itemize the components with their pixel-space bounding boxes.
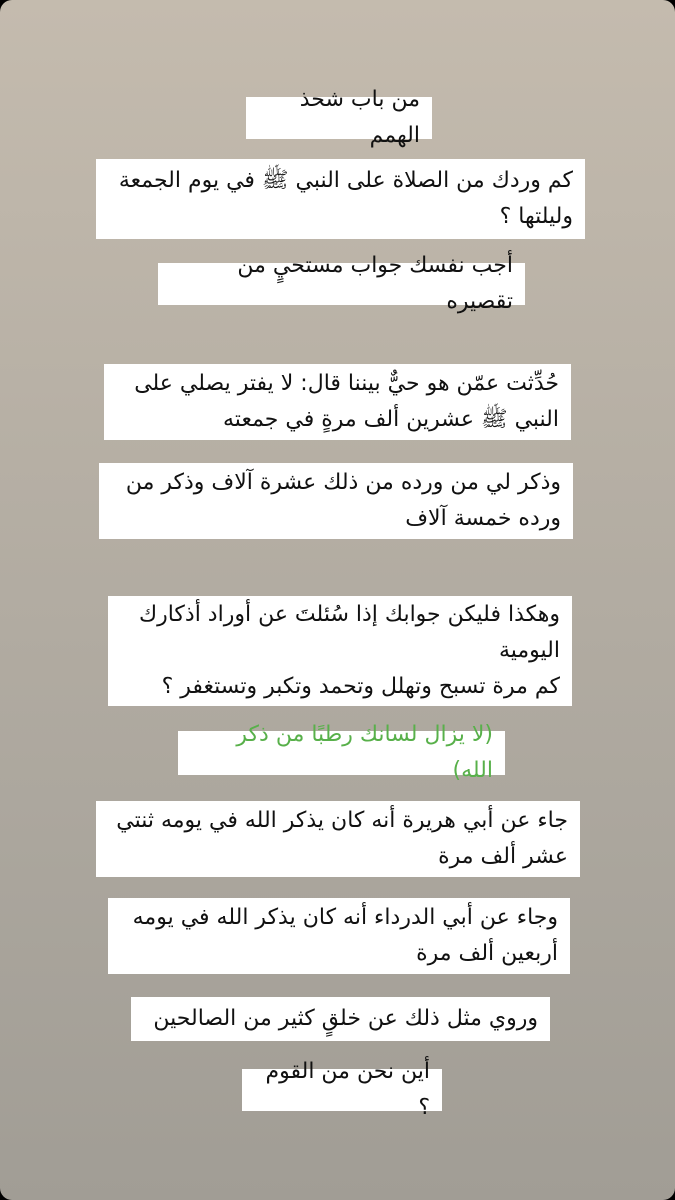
card-line: وليلتها ؟ <box>499 204 573 229</box>
card-line: وجاء عن أبي الدرداء أنه كان يذكر الله في يومه <box>132 905 558 930</box>
text-card-abu-hurayra <box>96 801 580 877</box>
card-line: عشر ألف مرة <box>438 844 568 869</box>
card-line: اليومية <box>498 638 560 663</box>
card-line: جاء عن أبي هريرة أنه كان يذكر الله في يومه ثنتي <box>116 808 568 833</box>
text-card-question <box>96 159 585 239</box>
card-line: أين نحن من القوم ؟ <box>265 1059 430 1120</box>
card-line: أربعين ألف مرة <box>416 941 558 966</box>
text-card-adhkar <box>108 596 572 706</box>
text-card-narration <box>104 364 571 440</box>
card-line: من باب شحذ الهمم <box>299 87 420 148</box>
text-card-answer-prompt <box>158 253 525 314</box>
text-card-salihin <box>131 997 550 1041</box>
card-line: أجب نفسك جواب مستحيٍ من تقصيره <box>237 253 513 314</box>
card-line: وهكذا فليكن جوابك إذا سُئلتَ عن أوراد أذكارك <box>138 602 560 627</box>
text-card-wird <box>99 463 573 539</box>
text-card-closing-question <box>242 1059 442 1120</box>
card-line: كم مرة تسبح وتهلل وتحمد وتكبر وتستغفر ؟ <box>161 674 560 699</box>
card-line-highlight: (لا يزال لسانك رطبًا من ذكر الله) <box>236 722 493 783</box>
card-line: ورده خمسة آلاف <box>405 506 561 531</box>
card-line: وذكر لي من ورده من ذلك عشرة آلاف وذكر من <box>125 470 561 495</box>
card-line: النبي ﷺ عشرين ألف مرةٍ في جمعته <box>223 407 559 432</box>
text-card-abu-darda <box>108 898 570 974</box>
card-line: حُدِّثت عمّن هو حيٌّ بيننا قال: لا يفتر يصلي على <box>134 371 559 396</box>
card-line: وروي مثل ذلك عن خلقٍ كثير من الصالحين <box>153 1006 538 1031</box>
text-card-hadith-highlight <box>178 722 505 783</box>
card-line: كم وردك من الصلاة على النبي ﷺ في يوم الجمعة <box>118 168 573 193</box>
text-card-title <box>246 87 432 148</box>
